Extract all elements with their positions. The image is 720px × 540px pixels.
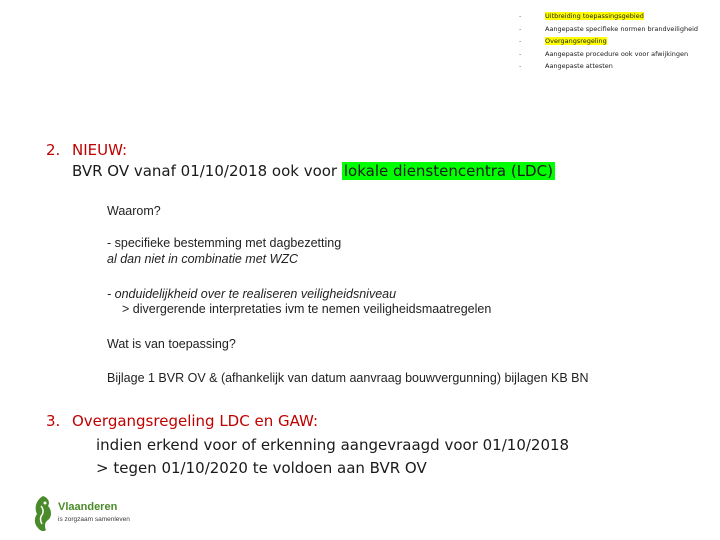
toc-item <box>519 48 698 61</box>
toc-item-label: Aangepaste specifieke normen brandveiligheid <box>545 24 699 33</box>
toc-item-label: Aangepaste attesten <box>545 62 613 70</box>
toc-item-label: Overgangsregeling <box>545 37 607 45</box>
section2-number: 2. <box>46 141 61 159</box>
bullet-icon: - <box>519 37 522 45</box>
toc-item-label: Uitbreiding toepassingsgebied <box>545 12 644 20</box>
reason1-line2: al dan niet in combinatie met WZC <box>107 252 299 266</box>
toc-item <box>519 35 698 48</box>
reason2-line2: > divergerende interpretaties ivm te nemen veiligheidsmaatregelen <box>122 302 492 316</box>
toc-item <box>519 23 698 36</box>
section2-highlight: lokale dienstencentra (LDC) <box>343 162 553 180</box>
section3-title: Overgangsregeling LDC en GAW: <box>72 412 319 430</box>
bullet-icon: - <box>519 24 522 33</box>
bullet-icon: - <box>519 62 522 70</box>
reason2-line1: - onduidelijkheid over te realiseren veiligheidsniveau <box>107 287 397 301</box>
bullet-icon: - <box>519 12 522 20</box>
answer-applicable: Bijlage 1 BVR OV & (afhankelijk van datum aanvraag bouwvergunning) bijlagen KB BN <box>107 371 589 385</box>
logo-name: Vlaanderen <box>58 501 118 513</box>
question-why: Waarom? <box>107 204 161 218</box>
lion-icon <box>30 494 56 534</box>
toc-list <box>519 10 698 73</box>
question-applicable: Wat is van toepassing? <box>107 337 236 351</box>
section2-line-prefix: BVR OV vanaf 01/10/2018 ook voor <box>72 162 342 180</box>
vlaanderen-logo <box>30 494 160 534</box>
section2-line <box>72 162 555 180</box>
section2-title: NIEUW: <box>72 141 128 159</box>
toc-item <box>519 60 698 73</box>
toc-item-label: Aangepaste procedure ook voor afwijkingen <box>545 49 689 58</box>
section3-line1: indien erkend voor of erkenning aangevraagd voor 01/10/2018 <box>96 436 570 454</box>
toc-item <box>519 10 698 23</box>
reason1-line1: - specifieke bestemming met dagbezetting <box>107 236 342 250</box>
section3-line2: > tegen 01/10/2020 te voldoen aan BVR OV <box>96 459 427 477</box>
section3-number: 3. <box>46 412 61 430</box>
bullet-icon: - <box>519 49 522 58</box>
logo-tagline: is zorgzaam samenleven <box>58 516 130 523</box>
